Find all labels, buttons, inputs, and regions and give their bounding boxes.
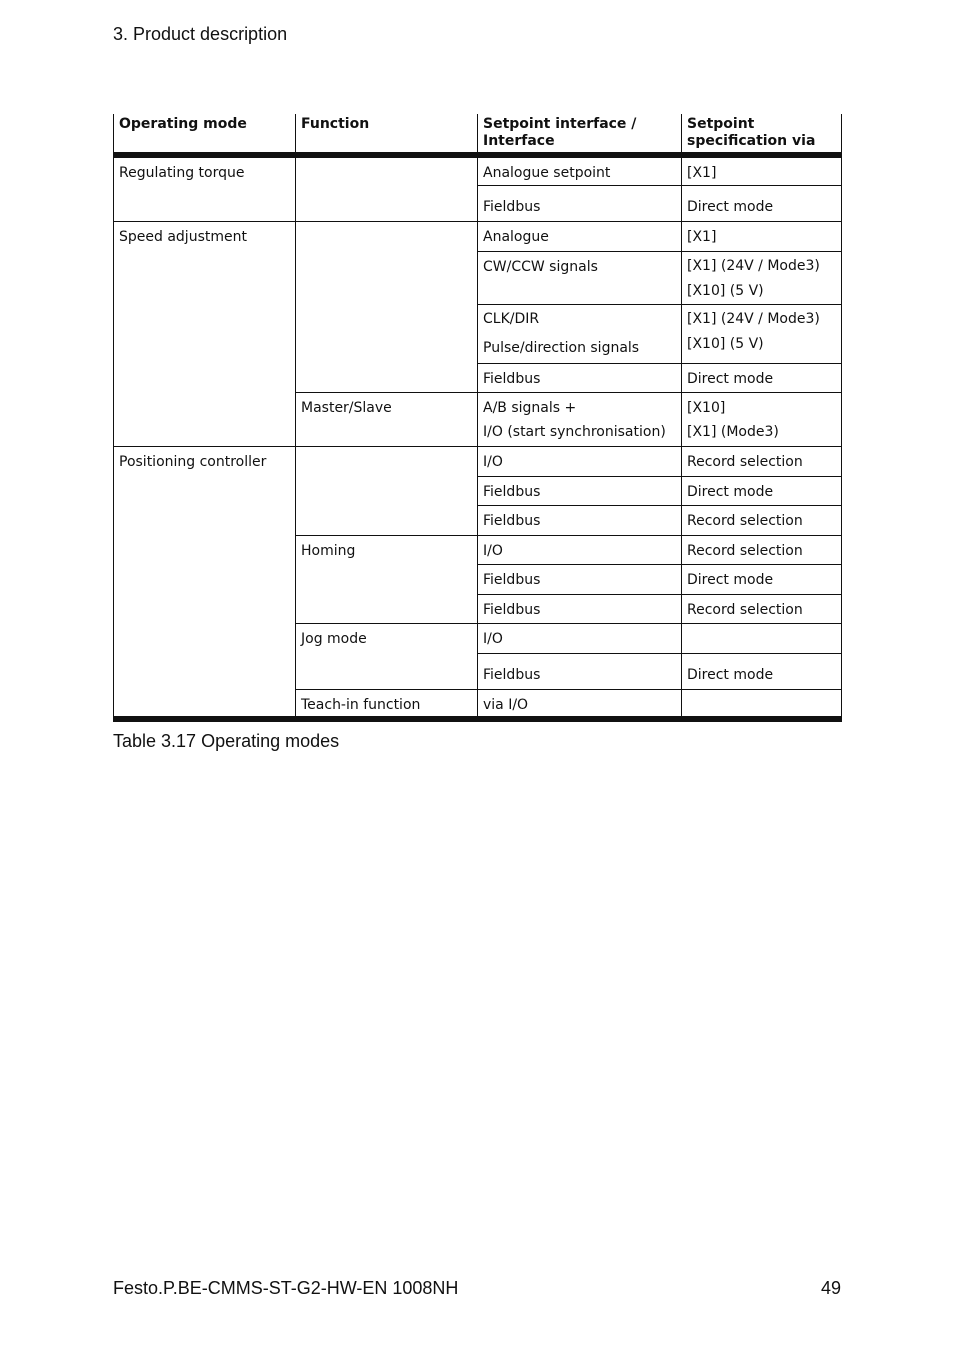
function-cell bbox=[296, 155, 478, 221]
spec-cell: Direct mode bbox=[682, 476, 842, 505]
header-line: Setpoint bbox=[687, 116, 755, 132]
interface-cell: Fieldbus bbox=[478, 594, 682, 623]
spec-line: [X10] (5 V) bbox=[687, 282, 764, 299]
spec-cell: Direct mode bbox=[682, 564, 842, 594]
function-cell: Teach-in function bbox=[296, 689, 478, 719]
spec-line: [X1] (24V / Mode3) bbox=[687, 257, 820, 274]
interface-cell: Fieldbus bbox=[478, 505, 682, 535]
interface-cell: I/O bbox=[478, 535, 682, 564]
page-header-title: 3. Product description bbox=[113, 24, 288, 44]
spec-cell bbox=[682, 251, 842, 304]
table-caption: Table 3.17 Operating modes bbox=[113, 731, 340, 751]
spec-cell: Direct mode bbox=[682, 363, 842, 392]
interface-cell bbox=[478, 392, 682, 446]
header-line: Interface bbox=[483, 132, 555, 149]
spec-line: [X10] bbox=[687, 399, 726, 416]
interface-cell: Analogue setpoint bbox=[478, 155, 682, 185]
spec-cell: Record selection bbox=[682, 505, 842, 535]
function-cell: Jog mode bbox=[296, 623, 478, 689]
interface-cell: Fieldbus bbox=[478, 363, 682, 392]
function-cell bbox=[296, 221, 478, 392]
interface-cell: Fieldbus bbox=[478, 185, 682, 221]
spec-line: [X1] (24V / Mode3) bbox=[687, 310, 820, 327]
spec-cell bbox=[682, 304, 842, 363]
spec-cell: Direct mode bbox=[682, 653, 842, 689]
function-cell bbox=[296, 446, 478, 535]
interface-cell: I/O bbox=[478, 623, 682, 653]
spec-cell: [X1] bbox=[682, 221, 842, 251]
spec-cell bbox=[682, 392, 842, 446]
spec-cell: Record selection bbox=[682, 535, 842, 564]
spec-cell: [X1] bbox=[682, 155, 842, 185]
mode-cell: Speed adjustment bbox=[114, 221, 296, 446]
column-header-spec bbox=[682, 114, 842, 155]
function-cell: Homing bbox=[296, 535, 478, 623]
table-row bbox=[114, 221, 842, 251]
interface-cell: via I/O bbox=[478, 689, 682, 719]
header-line: specification via bbox=[687, 132, 816, 149]
interface-cell: I/O bbox=[478, 446, 682, 476]
interface-line: Pulse/direction signals bbox=[483, 339, 640, 356]
interface-cell: CW/CCW signals bbox=[478, 251, 682, 304]
spec-cell: Direct mode bbox=[682, 185, 842, 221]
column-header-function: Function bbox=[296, 114, 478, 155]
mode-cell: Positioning controller bbox=[114, 446, 296, 719]
interface-line: I/O (start synchronisation) bbox=[483, 423, 666, 440]
interface-cell: Analogue bbox=[478, 221, 682, 251]
footer-page-number: 49 bbox=[820, 1278, 841, 1298]
interface-cell: Fieldbus bbox=[478, 564, 682, 594]
column-header-interface bbox=[478, 114, 682, 155]
interface-cell bbox=[478, 304, 682, 363]
column-header-operating-mode: Operating mode bbox=[114, 114, 296, 155]
interface-line: A/B signals + bbox=[483, 399, 577, 416]
operating-modes-table bbox=[113, 114, 842, 722]
table-row bbox=[114, 155, 842, 185]
table-row bbox=[114, 446, 842, 476]
mode-cell: Regulating torque bbox=[114, 155, 296, 221]
spec-cell bbox=[682, 623, 842, 653]
footer-document-id: Festo.P.BE-CMMS-ST-G2-HW-EN 1008NH bbox=[113, 1278, 459, 1298]
spec-cell: Record selection bbox=[682, 594, 842, 623]
function-cell: Master/Slave bbox=[296, 392, 478, 446]
table-header bbox=[114, 114, 842, 155]
spec-cell bbox=[682, 689, 842, 719]
spec-line: [X1] (Mode3) bbox=[687, 423, 779, 440]
interface-line: CLK/DIR bbox=[483, 310, 540, 327]
interface-cell: Fieldbus bbox=[478, 653, 682, 689]
spec-cell: Record selection bbox=[682, 446, 842, 476]
interface-cell: Fieldbus bbox=[478, 476, 682, 505]
spec-line: [X10] (5 V) bbox=[687, 335, 764, 352]
header-line: Setpoint interface / bbox=[483, 116, 637, 132]
